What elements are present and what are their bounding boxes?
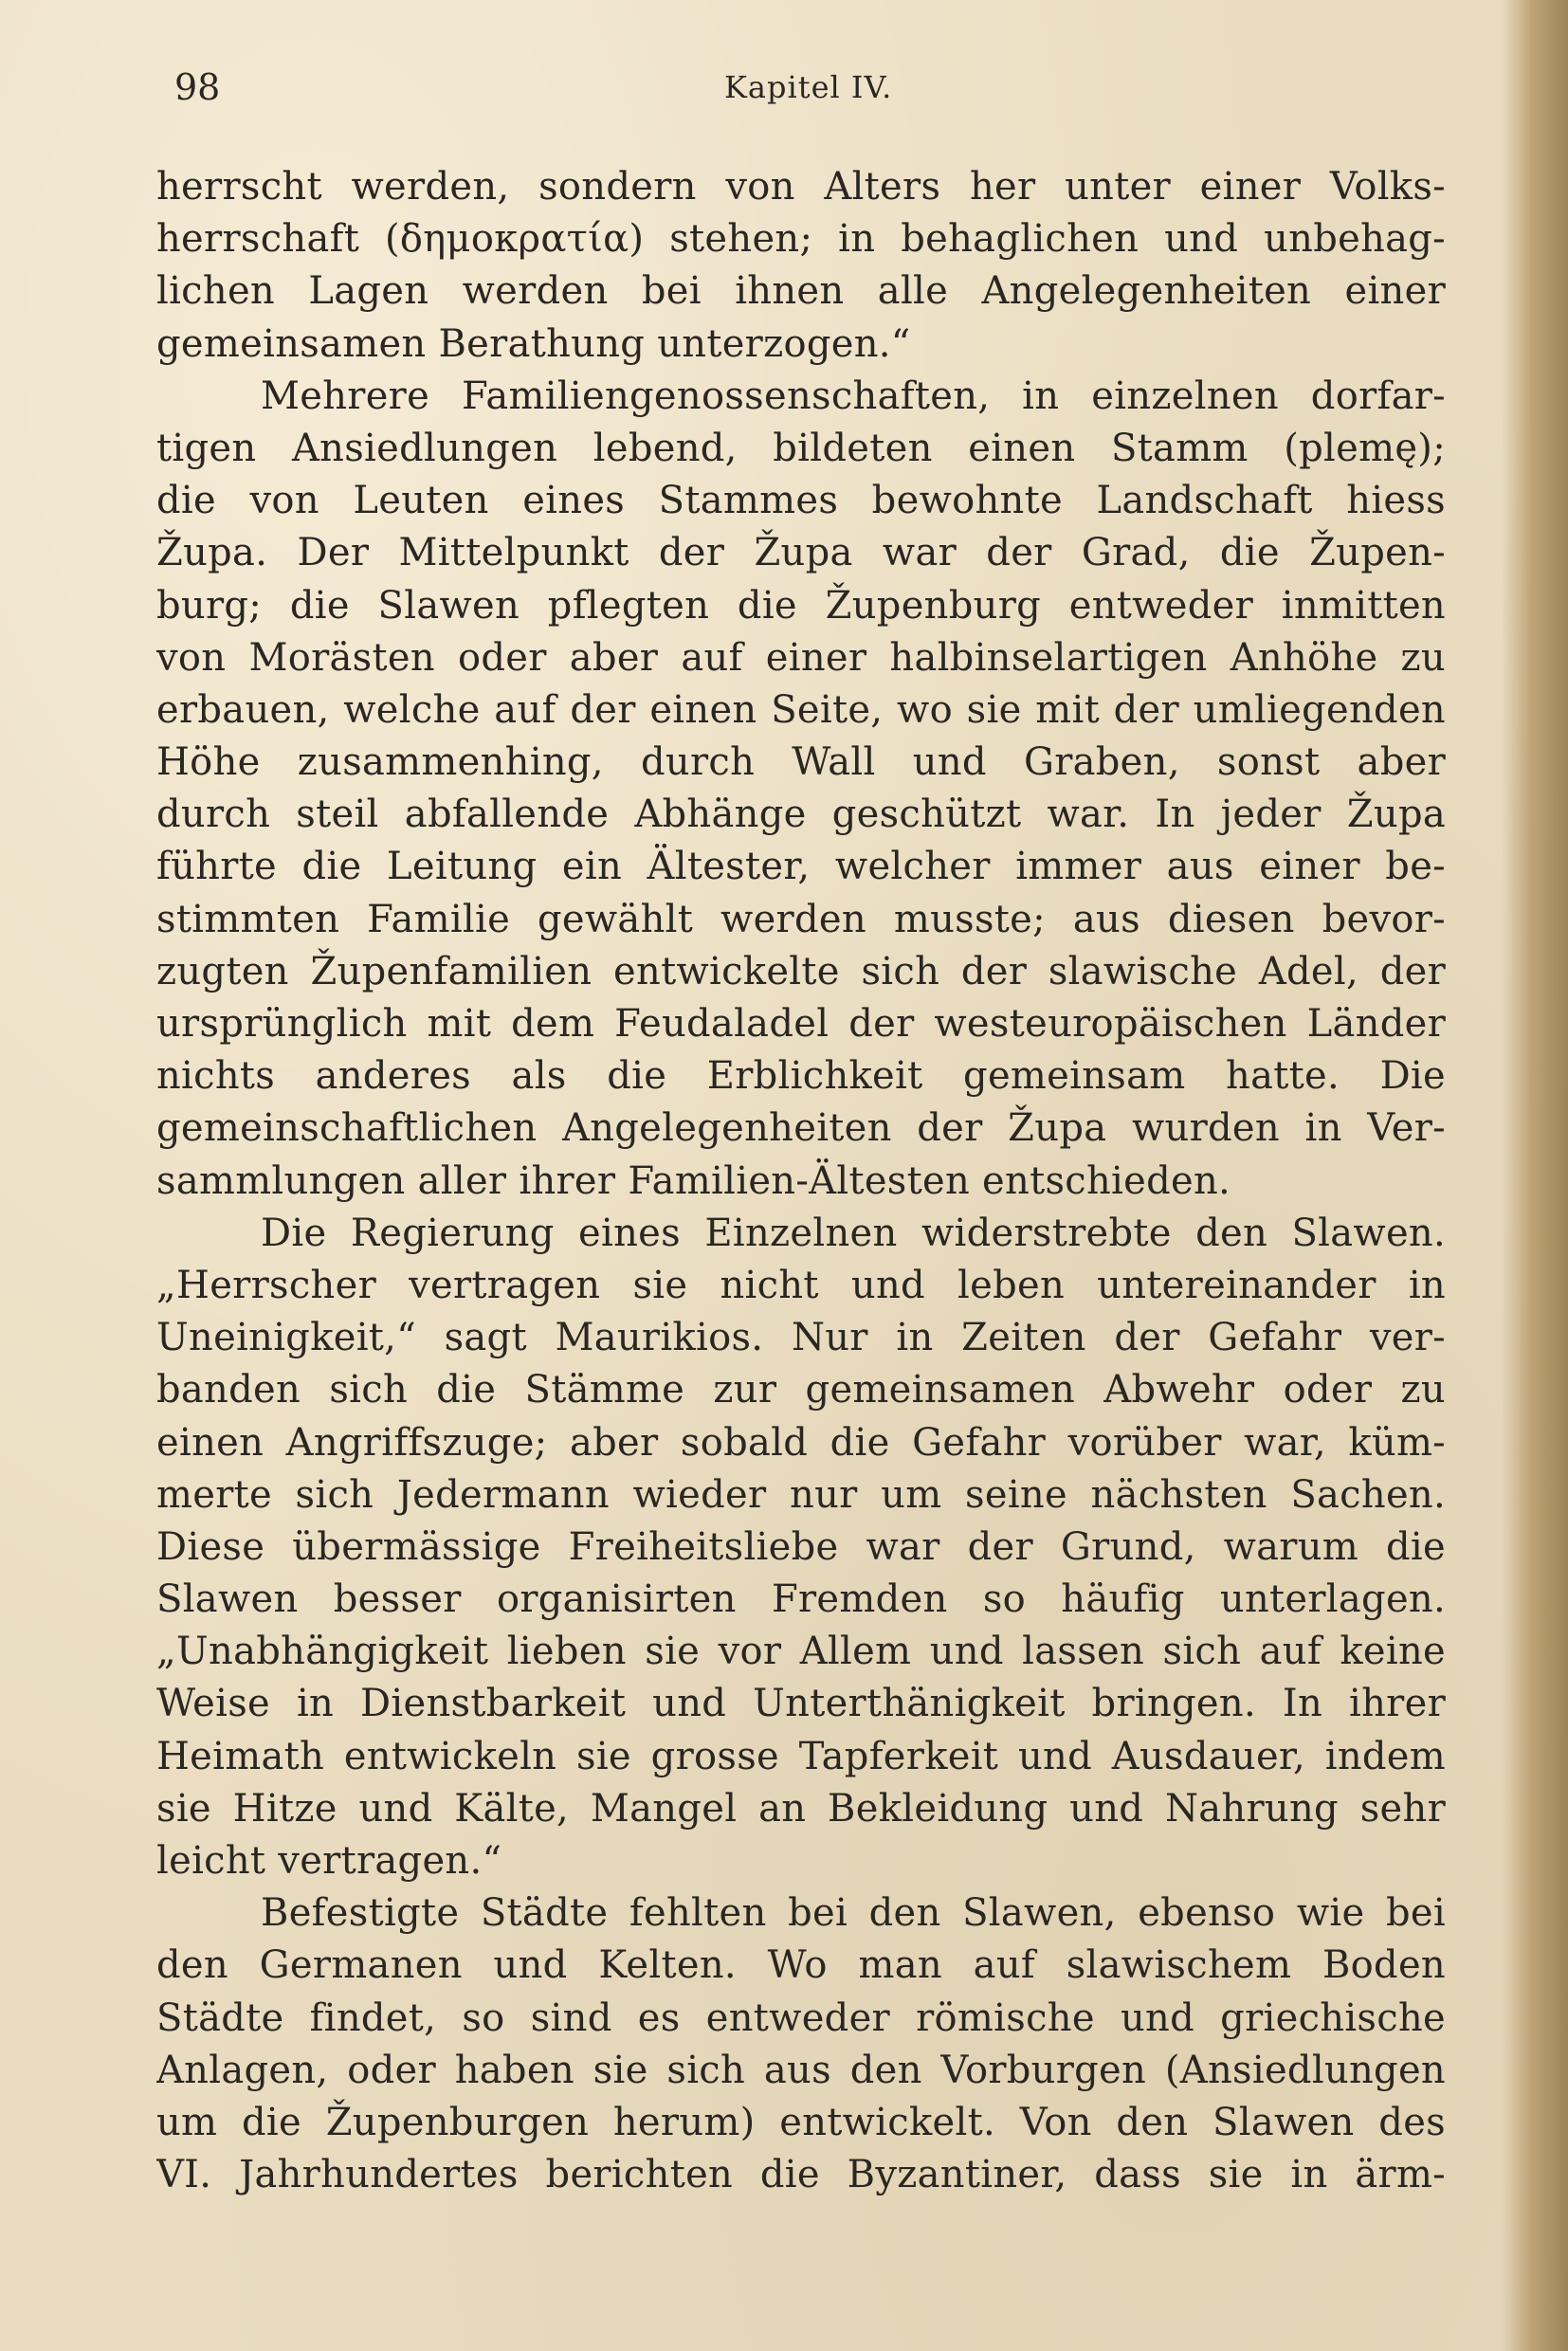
text-line: einen Angriffszuge; aber sobald die Gefahr vorüber war, küm- <box>156 1420 1446 1465</box>
text-line: banden sich die Stämme zur gemeinsamen Abwehr oder zu <box>156 1368 1446 1412</box>
page-number: 98 <box>174 66 221 108</box>
text-line: führte die Leitung ein Ältester, welcher immer aus einer be- <box>156 845 1446 889</box>
text-line: von Morästen oder aber auf einer halbinselartigen Anhöhe zu <box>156 635 1446 680</box>
text-line: die von Leuten eines Stammes bewohnte Landschaft hiess <box>156 479 1446 523</box>
text-line: Uneinigkeit,“ sagt Maurikios. Nur in Zeiten der Gefahr ver- <box>156 1316 1446 1360</box>
text-line: tigen Ansiedlungen lebend, bildeten einen Stamm (plemę); <box>156 426 1446 470</box>
text-line: nichts anderes als die Erblichkeit gemeinsam hatte. Die <box>156 1054 1446 1099</box>
text-line: Die Regierung eines Einzelnen widerstrebte den Slawen. <box>261 1211 1446 1255</box>
text-line: Anlagen, oder haben sie sich aus den Vorburgen (Ansiedlungen <box>156 2048 1446 2092</box>
text-line: Župa. Der Mittelpunkt der Župa war der Grad, die Župen- <box>156 531 1446 575</box>
text-line: VI. Jahrhundertes berichten die Byzantiner, dass sie in ärm- <box>156 2153 1446 2197</box>
text-line: den Germanen und Kelten. Wo man auf slawischem Boden <box>156 1943 1446 1988</box>
text-line: gemeinschaftlichen Angelegenheiten der Župa wurden in Ver- <box>156 1106 1446 1151</box>
page-edge-shadow <box>1502 0 1568 2351</box>
text-line: erbauen, welche auf der einen Seite, wo sie mit der umliegenden <box>156 687 1446 732</box>
text-line: zugten Župenfamilien entwickelte sich der slawische Adel, der <box>156 949 1446 993</box>
text-line: Diese übermässige Freiheitsliebe war der Grund, warum die <box>156 1524 1446 1569</box>
text-line: gemeinsamen Berathung unterzogen.“ <box>156 321 911 366</box>
text-line: „Unabhängigkeit lieben sie vor Allem und lassen sich auf keine <box>156 1630 1446 1674</box>
text-line: merte sich Jedermann wieder nur um seine nächsten Sachen. <box>156 1472 1446 1517</box>
text-line: Slawen besser organisirten Fremden so häufig unterlagen. <box>156 1577 1446 1622</box>
text-line: sammlungen aller ihrer Familien-Ältesten entschieden. <box>156 1158 1231 1203</box>
text-line: burg; die Slawen pflegten die Župenburg entweder inmitten <box>156 583 1446 628</box>
body-text <box>156 161 1446 2201</box>
text-line: Höhe zusammenhing, durch Wall und Graben, sonst aber <box>156 740 1446 785</box>
text-line: herrscht werden, sondern von Alters her unter einer Volks- <box>156 165 1446 209</box>
text-line: ursprünglich mit dem Feudaladel der westeuropäischen Länder <box>156 1002 1446 1046</box>
text-line: um die Župenburgen herum) entwickelt. Von den Slawen des <box>156 2100 1446 2144</box>
text-line: stimmten Familie gewählt werden musste; aus diesen bevor- <box>156 897 1446 941</box>
text-line: durch steil abfallende Abhänge geschützt war. In jeder Župa <box>156 793 1446 837</box>
text-line: Weise in Dienstbarkeit und Unterthänigkeit bringen. In ihrer <box>156 1682 1446 1726</box>
chapter-title: Kapitel IV. <box>724 69 893 105</box>
text-line: lichen Lagen werden bei ihnen alle Angelegenheiten einer <box>156 269 1446 314</box>
text-line: „Herrscher vertragen sie nicht und leben untereinander in <box>156 1263 1446 1307</box>
running-head <box>174 59 1407 116</box>
text-line: Mehrere Familiengenossenschaften, in einzelnen dorfar- <box>261 374 1446 418</box>
text-line: sie Hitze und Kälte, Mangel an Bekleidung und Nahrung sehr <box>156 1786 1446 1831</box>
text-line: Heimath entwickeln sie grosse Tapferkeit und Ausdauer, indem <box>156 1734 1446 1778</box>
text-line: Befestigte Städte fehlten bei den Slawen, ebenso wie bei <box>261 1891 1446 1936</box>
text-line: Städte findet, so sind es entweder römische und griechische <box>156 1996 1446 2040</box>
text-line: leicht vertragen.“ <box>156 1839 502 1883</box>
text-line: herrschaft (δημοκρατία) stehen; in behaglichen und unbehag- <box>156 217 1446 262</box>
